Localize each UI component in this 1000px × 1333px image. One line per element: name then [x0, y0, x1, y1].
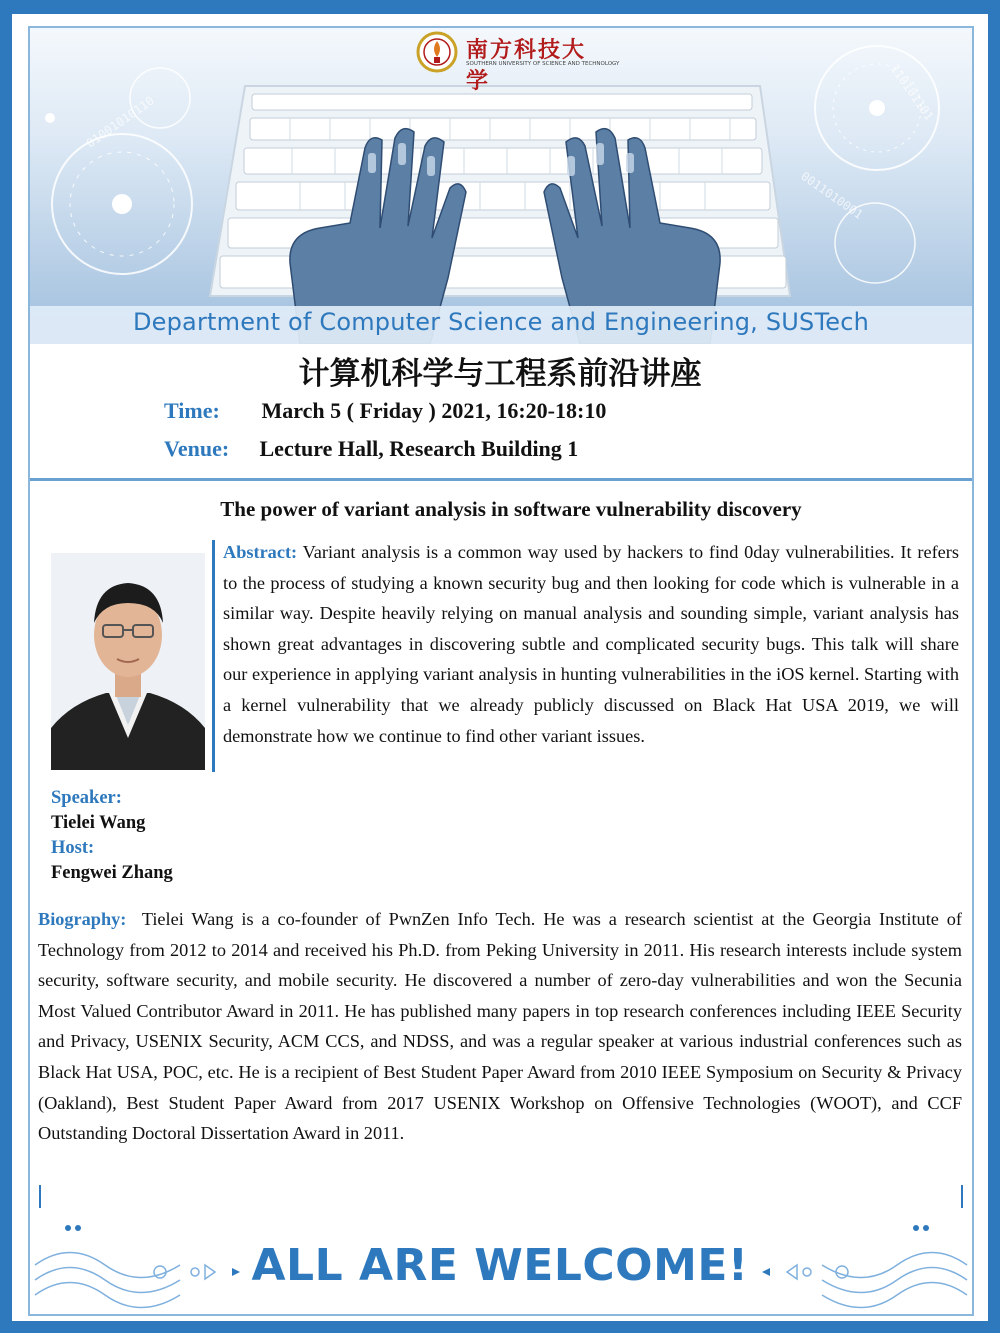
host-name: Fengwei Zhang	[51, 863, 173, 883]
department-title: Department of Computer Science and Engineering, SUSTech	[132, 308, 870, 336]
abstract-accent-bar	[212, 540, 215, 772]
logo-chinese-name: 南方科技大学	[466, 37, 587, 94]
time-label: Time:	[164, 398, 220, 423]
speaker-portrait-icon	[51, 553, 205, 770]
talk-title: The power of variant analysis in software vulnerability discovery	[220, 497, 802, 521]
speaker-name: Tielei Wang	[51, 813, 146, 833]
section-divider	[30, 478, 972, 481]
host-label: Host:	[51, 838, 95, 858]
venue-label: Venue:	[164, 436, 230, 461]
abstract-label: Abstract:	[223, 542, 298, 562]
venue-value: Lecture Hall, Research Building 1	[259, 436, 579, 461]
biography-paragraph	[38, 904, 962, 1149]
biography-label: Biography:	[38, 909, 127, 929]
speaker-host-block	[51, 786, 173, 886]
welcome-banner: ALL ARE WELCOME!	[251, 1240, 749, 1291]
venue-row	[164, 436, 578, 462]
abstract-text: Variant analysis is a common way used by hackers to find 0day vulnerabilities. It refers to the process of studying a known security bug and then looking for code which is vulnerable in a similar way. Despite heavily relying on manual analysis and sounding simple, variant analysis has shown great advantages in discovering subtle and complicated security bugs. This talk will share our experience in applying variant analysis in hunting vulnerabilities in the iOS kernel. Starting with a kernel vulnerability that we already publicly discussed on Black Hat USA 2019, we will demonstrate how we continue to find other variant issues.	[223, 542, 960, 746]
speaker-photo	[51, 553, 205, 770]
svg-text:0011010001: 0011010001	[798, 168, 866, 222]
time-value: March 5 ( Friday ) 2021, 16:20-18:10	[261, 398, 607, 423]
time-row	[164, 398, 606, 424]
logo-english-name: SOUTHERN UNIVERSITY OF SCIENCE AND TECHNOLOGY	[466, 61, 620, 67]
svg-text:110101101: 110101101	[887, 61, 937, 123]
abstract-paragraph	[223, 537, 959, 751]
biography-text: Tielei Wang is a co-founder of PwnZen Info Tech. He was a research scientist at the Georgia Institute of Technology from 2012 to 2014 and received his Ph.D. from Peking University in 2011. His research interests include system security, software security, and mobile security. He discovered a number of zero-day vulnerabilities and won the Secunia Most Valued Contributor Award in 2011. He has published many papers in top research conferences including IEEE Security and Privacy, USENIX Security, ACM CCS, and NDSS, and was a regular speaker at various industrial conferences such as Black Hat USA, POC, etc. He is a recipient of Best Student Paper Award from 2010 IEEE Symposium on Security & Privacy (Oakland), Best Student Paper Award from 2017 USENIX Workshop on Offensive Technologies (WOOT), and CCF Outstanding Doctoral Dissertation Award in 2011.	[38, 909, 963, 1144]
speaker-label: Speaker:	[51, 788, 122, 808]
svg-text:01001010110: 01001010110	[83, 93, 157, 151]
lecture-series-title: 计算机科学与工程系前沿讲座	[298, 356, 702, 392]
